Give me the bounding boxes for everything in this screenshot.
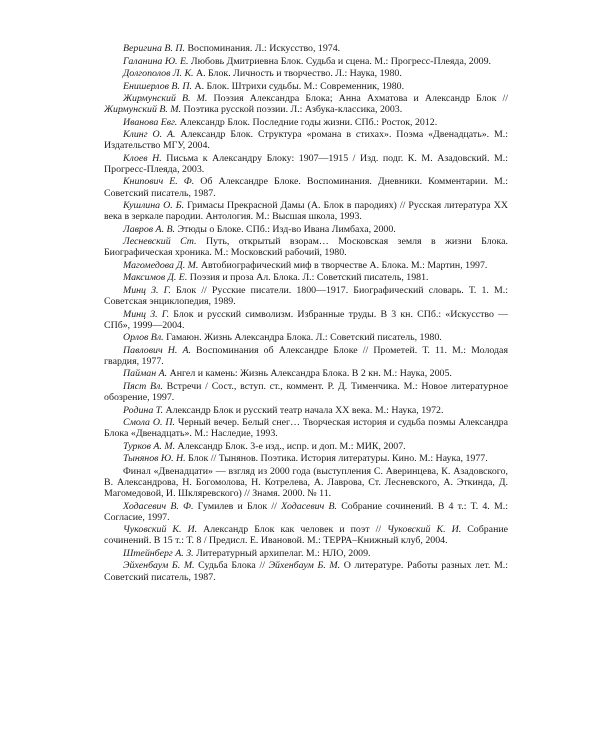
entry-author: Минц З. Г. [123,308,170,320]
entry-author: Кушлина О. Б. [123,200,185,212]
bibliography-entry [104,405,508,416]
entry-author: Тынянов Ю. Н. [123,453,186,465]
entry-text-continued: Собрание сочинений. В 15 т.: Т. 8 / Предисл. Е. Ивановой. М.: ТЕРРА–Книжный клуб, 2004. [104,524,509,547]
entry-text-continued: Поэтика русской поэзии. Л.: Азбука-классика, 2003. [181,104,403,116]
entry-author: Минц З. Г. [123,284,171,296]
entry-text: Об Александре Блоке. Воспоминания. Дневники. Комментарии. М.: Советский писатель, 1987. [104,176,508,199]
entry-text: Воспоминания об Александре Блоке // Прометей. Т. 11. М.: Молодая гвардия, 1977. [104,344,508,367]
bibliography-entry [104,224,508,235]
entry-text: Судьба Блока // [194,560,269,572]
entry-text: Ангел и камень: Жизнь Александра Блока. В 2 кн. М.: Наука, 2005. [167,368,452,380]
entry-author: Родина Т. [123,404,164,416]
entry-author-secondary: Эйхенбаум Б. М. [268,560,341,572]
bibliography-entry [104,309,508,331]
bibliography-entry [104,548,508,559]
entry-text: Встречи / Сост., вступ. ст., коммент. Р. Д. Тименчика. М.: Новое литературное обозрение, 1997. [104,380,509,404]
bibliography-entry [104,200,508,222]
entry-text: Александр Блок как человек и поэт // [197,524,388,536]
entry-author: Орлов Вл. [123,332,164,344]
entry-text: Письма к Александру Блоку: 1907—1915 / Изд. подг. К. М. Азадовский. М.: Прогресс-Плеяда, 2003. [104,152,508,175]
bibliography-entry [104,441,508,452]
entry-author: Максимов Д. Е. [123,272,188,284]
entry-author: Иванова Евг. [123,116,178,128]
entry-author: Пяст Вл. [123,380,163,392]
entry-author: Клоев Н. [123,152,162,164]
entry-author-secondary: Ходасевич В. [281,500,337,512]
entry-author-secondary: Жирмунский В. М. [104,104,182,116]
entry-author: Книпович Е. Ф. [123,176,195,188]
entry-author: Лавров А. В. [123,223,176,235]
entry-text: Любовь Дмитриевна Блок. Судьба и сцена. М.: Прогресс-Плеяда, 2009. [188,55,491,67]
entry-author: Магомедова Д. М. [123,259,199,271]
entry-text-continued: Собрание сочинений. В 4 т.: Т. 4. М.: Согласие, 1997. [104,500,508,523]
entry-author: Павлович Н. А. [123,344,191,356]
entry-author: Ходасевич В. Ф. [123,500,194,512]
bibliography-entry [104,117,508,128]
entry-author: Пайман А. [123,368,168,380]
bibliography-entry [104,524,508,546]
bibliography-entry [104,466,508,499]
bibliography-entry [104,381,508,403]
bibliography-entry [104,417,508,439]
entry-author-secondary: Чуковский К. И. [387,524,462,536]
bibliography-entry [104,81,508,92]
entry-text: Александр Блок. Структура «романа в стихах». Поэма «Двенадцать». М.: Издательство МГУ, 2004. [104,129,508,152]
bibliography-entry [104,260,508,271]
entry-author: Смола О. П. [123,417,175,429]
entry-text: Гримасы Прекрасной Дамы (А. Блок в пародиях) // Русская литература XX века в зеркале пародии. Антология. М.: Высшая школа, 1993. [104,200,508,223]
entry-text: Александр Блок и русский театр начала XX века. М.: Наука, 1972. [163,404,444,416]
entry-author: Турков А. М. [123,440,176,452]
bibliography-entry [104,272,508,283]
bibliography-entry [104,93,508,115]
bibliography-entry [104,68,508,79]
bibliography-entry [104,345,508,367]
bibliography-list [104,43,508,583]
entry-text: Гумилев и Блок // [193,500,282,512]
entry-text: Финал «Двенадцати» — взгляд из 2000 года (выступления С. Аверинцева, К. Азадовского, В. Александрова, Н. Богомолова, Н. Котрелева, А. Лаврова, Ст. Лесневского, А. Эткинда, Д. Магомедовой, И. Шкляревского) // Знамя. 2000. № 11. [104,465,508,500]
bibliography-entry [104,236,508,258]
entry-text: А. Блок. Личность и творчество. Л.: Наука, 1980. [193,68,402,79]
entry-text: Воспоминания. Л.: Искусство, 1974. [184,43,341,54]
bibliography-entry [104,153,508,175]
entry-text: Черный вечер. Белый снег… Творческая история и судьба поэмы Александра Блока «Двенадцать». М.: Наследие, 1993. [104,417,508,440]
entry-text: А. Блок. Штрихи судьбы. М.: Современник, 1980. [191,80,405,92]
entry-text: Блок // Тынянов. Поэтика. История литературы. Кино. М.: Наука, 1977. [185,453,488,465]
entry-text: Этюды о Блоке. СПб.: Изд-во Ивана Лимбаха, 2000. [175,223,396,235]
bibliography-entry [104,332,508,343]
entry-author: Веригина В. П. [123,43,185,54]
entry-text: Гамаюн. Жизнь Александра Блока. Л.: Советский писатель, 1980. [163,332,442,344]
entry-author: Жирмунский В. М. [123,93,208,104]
entry-author: Клинг О. А. [123,129,176,141]
entry-text: Поэзия и проза Ал. Блока. Л.: Советский писатель, 1981. [187,272,429,284]
entry-author: Галанина Ю. Е. [123,55,189,67]
entry-text: Блок // Русские писатели. 1800—1917. Биографический словарь. Т. 1. М.: Советская энциклопедия, 1989. [104,284,508,308]
entry-author: Лесневский Ст. [123,236,197,248]
entry-text-continued: О литературе. Работы разных лет. М.: Советский писатель, 1987. [104,560,508,583]
entry-text: Путь, открытый взорам… Московская земля в жизни Блока. Биографическая хроника. М.: Московский рабочий, 1980. [104,236,509,259]
bibliography-entry [104,43,508,54]
entry-author: Енишерлов В. П. [123,80,192,92]
entry-author: Эйхенбаум Б. М. [123,560,195,572]
bibliography-entry [104,368,508,379]
bibliography-entry [104,285,508,307]
bibliography-entry [104,56,508,67]
bibliography-entry [104,176,508,198]
entry-author: Штейнберг А. З. [123,547,194,559]
entry-text: Литературный архипелаг. М.: НЛО, 2009. [193,547,371,559]
entry-author: Чуковский К. И. [123,524,198,536]
bibliography-entry [104,501,508,523]
entry-text: Александр Блок. 3-е изд., испр. и доп. М.: МИК, 2007. [175,440,406,452]
entry-text: Автобиографический миф в творчестве А. Блока. М.: Мартин, 1997. [198,259,488,271]
bibliography-entry [104,129,508,151]
bibliography-entry [104,453,508,464]
entry-author: Долгополов Л. К. [123,68,194,79]
entry-text: Блок и русский символизм. Избранные труды. В 3 кн. СПб.: «Искусство — СПб», 1999—2004. [104,308,509,331]
entry-text: Александр Блок. Последние годы жизни. СПб.: Росток, 2012. [177,116,438,128]
bibliography-entry [104,560,508,582]
entry-text: Поэзия Александра Блока; Анна Ахматова и Александр Блок // [207,93,508,104]
